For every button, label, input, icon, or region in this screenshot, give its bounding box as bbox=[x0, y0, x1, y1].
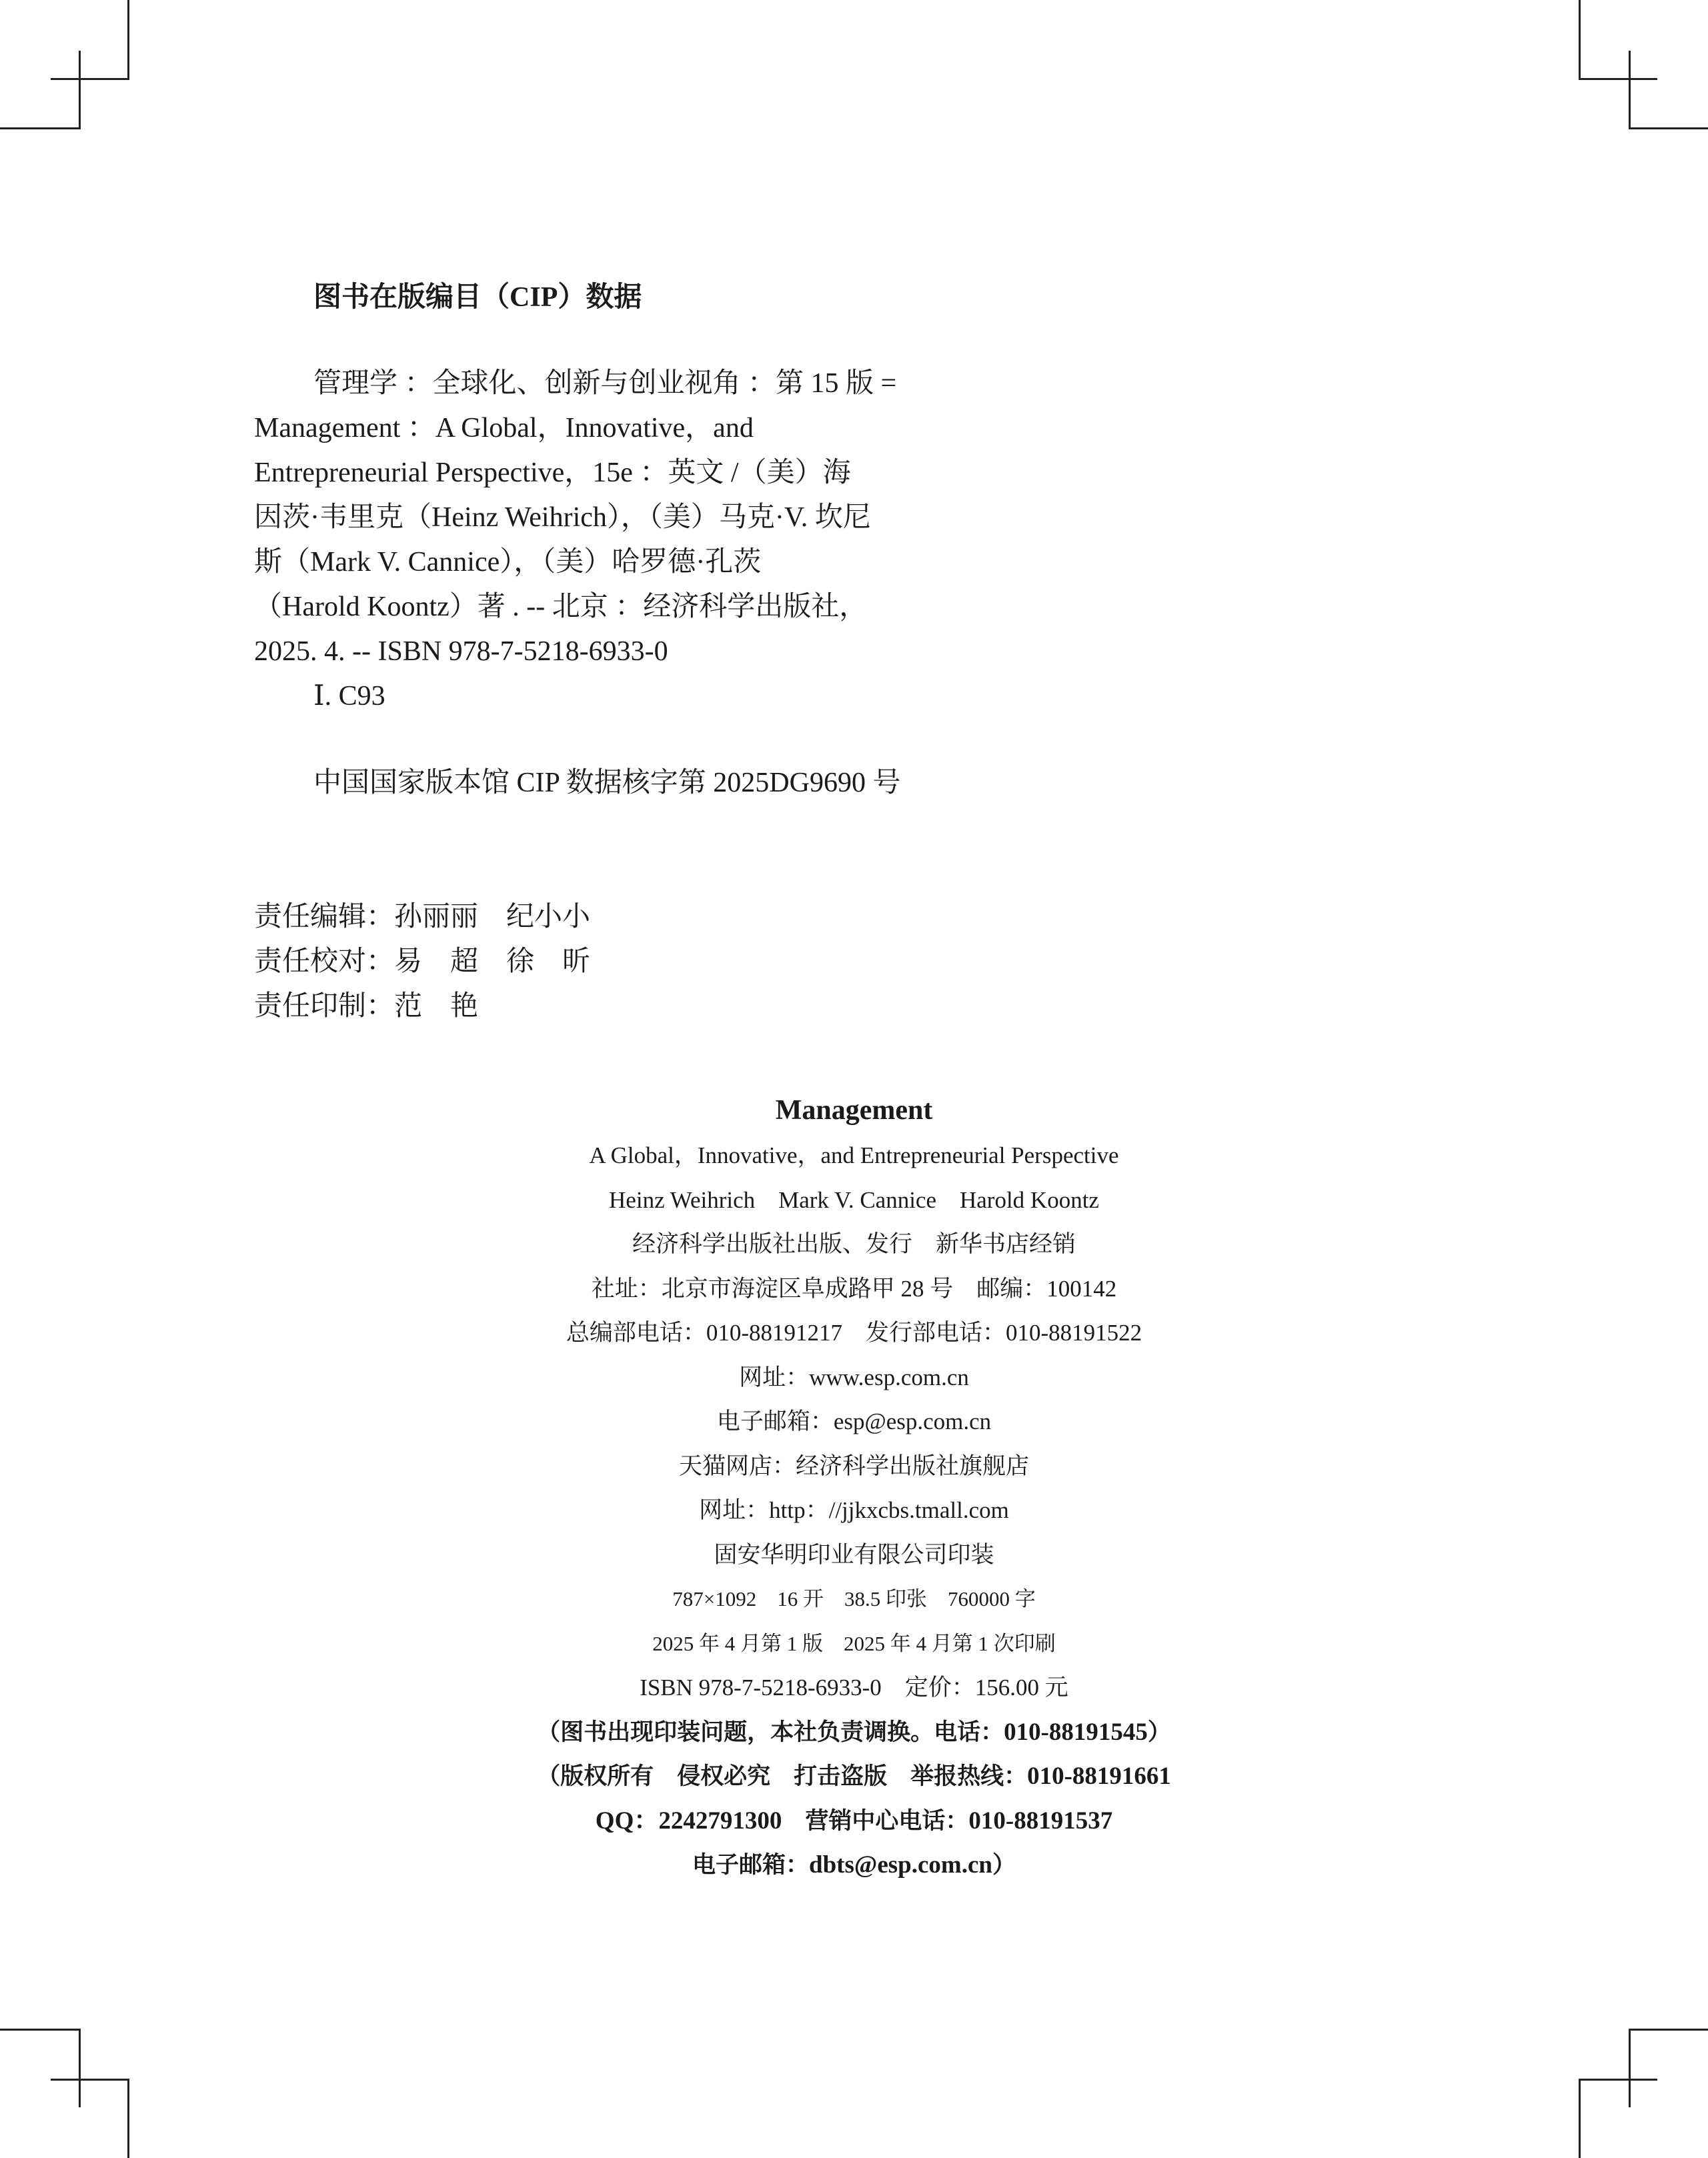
colophon-edition: 2025 年 4 月第 1 版 2025 年 4 月第 1 次印刷 bbox=[652, 1631, 1056, 1655]
crop-mark-br-v1 bbox=[1629, 2029, 1631, 2107]
cip-record-line-1: 管理学 ：全球化、创新与创业视角 ：第 15 版 = bbox=[313, 368, 897, 399]
notice-1-text: （图书出现印装问题，本社负责调换。电话： bbox=[537, 1719, 1004, 1746]
colophon bbox=[373, 1087, 1335, 1888]
colophon-tmall-url: 网址：http：//jjkxcbs.tmall.com bbox=[699, 1497, 1009, 1523]
staff-printing: 责任印制：范 艳 bbox=[254, 991, 479, 1022]
staff-editors: 责任编辑：孙丽丽 纪小小 bbox=[254, 902, 591, 932]
notice-2-phone: 010-88191661 bbox=[1027, 1763, 1171, 1790]
colophon-printer: 固安华明印业有限公司印装 bbox=[714, 1541, 994, 1568]
crop-mark-tl-h1 bbox=[51, 78, 129, 80]
notice-2-text: （版权所有 侵权必究 打击盗版 举报热线： bbox=[537, 1763, 1028, 1790]
crop-mark-bl-v2 bbox=[127, 2079, 129, 2158]
cip-record-line-7: 2025. 4. -- ISBN 978-7-5218-6933-0 bbox=[254, 636, 668, 667]
colophon-specs: 787×1092 16 开 38.5 印张 760000 字 bbox=[672, 1587, 1036, 1610]
crop-mark-tr-h2 bbox=[1629, 127, 1708, 129]
notice-1-phone: 010-88191545 bbox=[1004, 1718, 1148, 1746]
colophon-authors: Heinz Weihrich Mark V. Cannice Harold Koontz bbox=[609, 1186, 1099, 1213]
cip-record bbox=[254, 361, 981, 719]
colophon-website: 网址：www.esp.com.cn bbox=[739, 1364, 969, 1390]
cip-classification: Ⅰ. C93 bbox=[313, 681, 385, 712]
colophon-title: Management bbox=[775, 1095, 933, 1126]
crop-mark-tl-v1 bbox=[127, 0, 129, 79]
crop-mark-tr-h1 bbox=[1579, 78, 1657, 80]
colophon-notice-1 bbox=[373, 1711, 1335, 1755]
cip-record-line-3: Entrepreneurial Perspective，15e ：英文 /（美）海 bbox=[254, 457, 851, 488]
cip-heading-suffix: ）数据 bbox=[558, 280, 642, 313]
crop-mark-tr-v1 bbox=[1579, 0, 1581, 79]
crop-mark-tr-v2 bbox=[1629, 51, 1631, 129]
crop-mark-bl-h2 bbox=[51, 2079, 129, 2081]
crop-mark-br-h1 bbox=[1629, 2029, 1708, 2031]
crop-mark-br-h2 bbox=[1579, 2079, 1657, 2081]
crop-mark-bl-h1 bbox=[0, 2029, 81, 2031]
colophon-subtitle: A Global，Innovative，and Entrepreneurial Perspective bbox=[589, 1142, 1119, 1168]
crop-mark-bl-v1 bbox=[79, 2029, 81, 2107]
cip-number-line: 中国国家版本馆 CIP 数据核字第 2025DG9690 号 bbox=[313, 768, 901, 798]
cip-heading-prefix: 图书在版编目（ bbox=[313, 280, 510, 313]
cip-record-line-6: （Harold Koontz）著 . -- 北京 ：经济科学出版社， bbox=[254, 592, 868, 622]
crop-mark-tl-h2 bbox=[0, 127, 81, 129]
cip-heading bbox=[313, 275, 642, 315]
cip-record-line-2: Management ：A Global，Innovative，and bbox=[254, 413, 754, 443]
colophon-phones: 总编部电话：010-88191217 发行部电话：010-88191522 bbox=[566, 1320, 1142, 1346]
staff-credits bbox=[254, 895, 590, 1029]
notice-1-end: ） bbox=[1147, 1719, 1171, 1746]
colophon-address: 社址：北京市海淀区阜成路甲 28 号 邮编：100142 bbox=[591, 1275, 1117, 1302]
notice-3-phone: 010-88191537 bbox=[968, 1807, 1113, 1835]
colophon-notice-2 bbox=[373, 1755, 1335, 1799]
crop-mark-tl-v2 bbox=[79, 51, 81, 129]
notice-3-qq-label: QQ： bbox=[595, 1807, 659, 1835]
staff-proofreaders: 责任校对：易 超 徐 昕 bbox=[254, 946, 591, 977]
colophon-email: 电子邮箱：esp@esp.com.cn bbox=[716, 1408, 992, 1434]
colophon-isbn-price: ISBN 978-7-5218-6933-0 定价：156.00 元 bbox=[640, 1675, 1068, 1701]
notice-3-qq: 2242791300 bbox=[658, 1807, 782, 1835]
crop-mark-br-v2 bbox=[1579, 2079, 1581, 2158]
notice-4-end: ） bbox=[992, 1852, 1016, 1879]
cip-record-line-5: 斯（Mark V. Cannice），（美）哈罗德·孔茨 bbox=[254, 547, 762, 578]
notice-4-text: 电子邮箱： bbox=[692, 1852, 810, 1879]
cip-record-line-4: 因茨·韦里克（Heinz Weihrich），（美）马克·V. 坎尼 bbox=[254, 502, 871, 533]
notice-3-text: 营销中心电话： bbox=[782, 1807, 969, 1835]
colophon-notice-3 bbox=[373, 1799, 1335, 1844]
colophon-tmall-store: 天猫网店：经济科学出版社旗舰店 bbox=[678, 1452, 1029, 1479]
notice-4-email: dbts@esp.com.cn bbox=[809, 1851, 992, 1879]
colophon-notice-4 bbox=[373, 1843, 1335, 1888]
colophon-publisher: 经济科学出版社出版、发行 新华书店经销 bbox=[632, 1231, 1076, 1257]
cip-heading-cip: CIP bbox=[510, 282, 558, 313]
